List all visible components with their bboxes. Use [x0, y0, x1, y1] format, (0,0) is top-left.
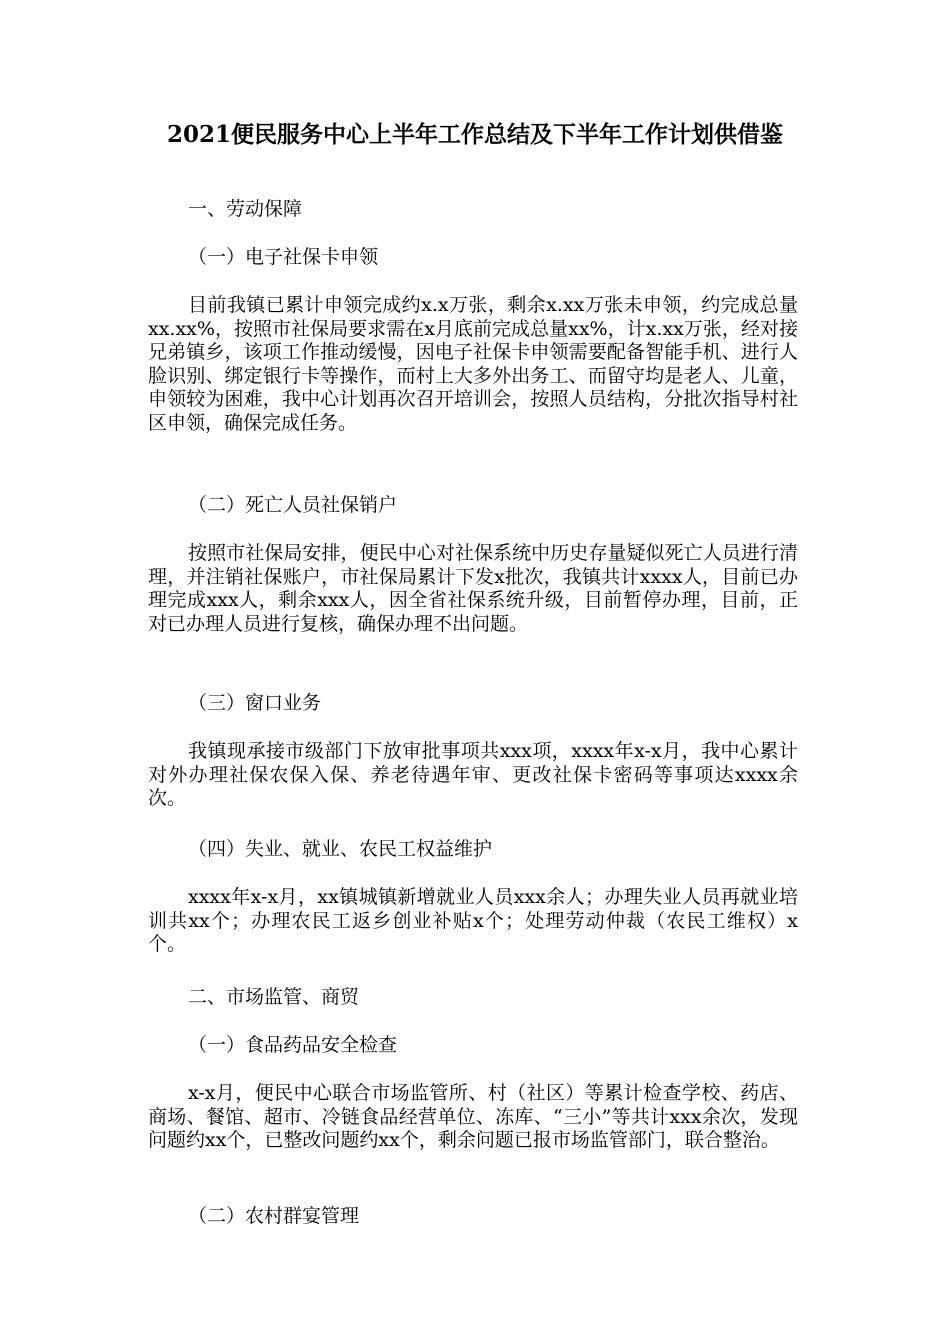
- paragraph-social-card: 目前我镇已累计申领完成约x.x万张，剩余x.xx万张未申领，约完成总量xx.xx%，按照市社保局要求需在x月底前完成总量xx%，计x.xx万张，经对接兄弟镇乡，该项工作推动缓慢，因电子社保卡申领需要配备智能手机、进行人脸识别、绑定银行卡等操作，而村上大多外出务工、而留守均是老人、儿童，申领较为困难，我中心计划再次召开培训会，按照人员结构，分批次指导村社区申领，确保完成任务。: [148, 294, 798, 434]
- section-heading-labor: 一、劳动保障: [188, 198, 303, 220]
- subsection-heading-food-safety: （一）食品药品安全检查: [188, 1034, 398, 1056]
- section-heading-market: 二、市场监管、商贸: [188, 986, 360, 1008]
- subsection-heading-employment: （四）失业、就业、农民工权益维护: [188, 838, 493, 860]
- subsection-heading-social-card: （一）电子社保卡申领: [188, 246, 379, 268]
- subsection-heading-window-service: （三）窗口业务: [188, 692, 322, 714]
- paragraph-employment: xxxx年x-x月，xx镇城镇新增就业人员xxx余人；办理失业人员再就业培训共xx个；办理农民工返乡创业补贴x个；处理劳动仲裁（农民工维权）x个。: [148, 886, 798, 955]
- document-title: 2021便民服务中心上半年工作总结及下半年工作计划供借鉴: [166, 121, 783, 148]
- paragraph-deceased-accounts: 按照市社保局安排，便民中心对社保系统中历史存量疑似死亡人员进行清理，并注销社保账户，市社保局累计下发x批次，我镇共计xxxx人，目前已办理完成xxx人，剩余xxx人，因全省社保系统升级，目前暂停办理，目前，正对已办理人员进行复核，确保办理不出问题。: [148, 542, 798, 635]
- paragraph-food-safety: x-x月，便民中心联合市场监管所、村（社区）等累计检查学校、药店、商场、餐馆、超市、冷链食品经营单位、冻库、“三小”等共计xxx余次，发现问题约xx个，已整改问题约xx个，剩余问题已报市场监管部门，联合整治。: [148, 1082, 798, 1151]
- subsection-heading-deceased-accounts: （二）死亡人员社保销户: [188, 494, 398, 516]
- subsection-heading-rural-banquet: （二）农村群宴管理: [188, 1205, 360, 1227]
- paragraph-window-service: 我镇现承接市级部门下放审批事项共xxx项，xxxx年x-x月，我中心累计对外办理社保农保入保、养老待遇年审、更改社保卡密码等事项达xxxx余次。: [148, 740, 798, 809]
